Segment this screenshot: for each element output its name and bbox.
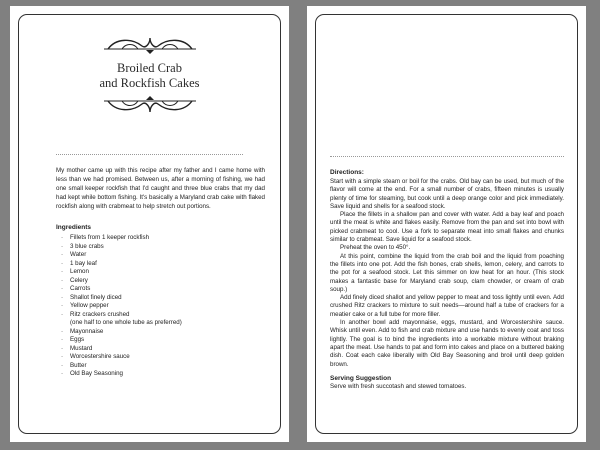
direction-paragraph: Add finely diced shallot and yellow pepper to meat and toss lightly until even. Add crushed Ritz crackers to mixture to suit needs—around half a tube of crackers for a meatier cake or a full tube for more filler. xyxy=(330,294,564,318)
divider xyxy=(56,154,243,155)
list-item: · Eggs xyxy=(61,336,85,343)
list-item: · Shallot finely diced xyxy=(61,293,122,301)
top-ornament xyxy=(102,34,198,56)
list-item: · Carrots xyxy=(61,285,91,292)
directions-text xyxy=(330,178,564,391)
direction-paragraph: Place the fillets in a shallow pan and cover with water. Add a bay leaf and poach until the meat is white and flakes easily. Remove from the pan and set into bowl with picked crabmeat to cool. Use a fork to separate meat into small flakes and chunks similar to crabmeat. Save liquid for a seafood stock. xyxy=(330,211,564,244)
list-item: · Worcestershire sauce xyxy=(61,353,130,360)
intro-paragraph: My mother came up with this recipe after my father and I came home with less than we had promised. Between us, after a morning of fishing, we had one small keeper rockfish that I'd caught and three blue crabs that my dad had kept while bottom fishing. It's basically a Maryland crab cake with flaked rockfish along with crabmeat to help stretch out portions. xyxy=(56,167,265,210)
list-item: · Lemon xyxy=(61,268,89,275)
list-item: · Fillets from 1 keeper rockfish xyxy=(61,234,150,241)
direction-paragraph: Start with a simple steam or boil for the crabs. Old bay can be used, but much of the flavor will come at the end. For a small number of crabs, fifteen minutes is usually plenty of time for steaming, but cook until a deep orange color and pick immediately. Save liquid and shells for a seafood stock. xyxy=(330,178,564,210)
list-item: · Old Bay Seasoning xyxy=(61,370,123,377)
list-item: · Celery xyxy=(61,276,88,284)
list-item: · Yellow pepper xyxy=(61,302,109,309)
direction-paragraph: In another bowl add mayonnaise, eggs, mustard, and Worcestershire sauce. Whisk until even. Add to fish and crab mixture and use hands to evenly coat and toss lightly. The goal is to bind the ingredients into a workable mixture without braking apart the meat. Use hands to pat and form into cakes and place on a buttered baking dish. Coat each cake liberally with Old Bay Seasoning and broil until deep golden brown. xyxy=(330,319,564,368)
ingredient-note: (one half to one whole tube as preferred) xyxy=(70,319,182,326)
list-item: · 1 bay leaf xyxy=(61,259,97,267)
serving-text: Serve with fresh succotash and stewed tomatoes. xyxy=(330,383,467,391)
direction-paragraph: At this point, combine the liquid from the crab boil and the liquid from poaching the fillets into one pot. Add the fish bones, crab shells, lemon, celery, and carrots to the pot for a seafood stock. Let this simmer on low heat for an hour. (This stock makes a fantastic base for Maryland crab soup, clam chowder, or cream of crab soup.) xyxy=(330,252,564,293)
bottom-ornament xyxy=(102,94,198,116)
serving-heading: Serving Suggestion xyxy=(330,374,392,382)
ingredients-heading: Ingredients xyxy=(56,224,92,231)
list-item: · Mustard xyxy=(61,344,93,352)
left-page xyxy=(10,6,289,442)
divider xyxy=(330,156,564,157)
title-line-2: and Rockfish Cakes xyxy=(99,76,200,90)
title-line-1: Broiled Crab xyxy=(117,61,182,75)
directions-heading: Directions: xyxy=(330,169,364,176)
list-item: · Ritz crackers crushed xyxy=(61,310,130,318)
list-item: · Mayonnaise xyxy=(61,327,104,335)
right-page xyxy=(307,6,586,442)
list-item: · 3 blue crabs xyxy=(61,242,104,250)
list-item: · Butter xyxy=(61,361,87,369)
recipe-title xyxy=(10,61,289,91)
direction-paragraph: Preheat the oven to 450°. xyxy=(340,244,411,252)
ingredients-list xyxy=(56,234,182,379)
list-item: · Water xyxy=(61,251,87,258)
